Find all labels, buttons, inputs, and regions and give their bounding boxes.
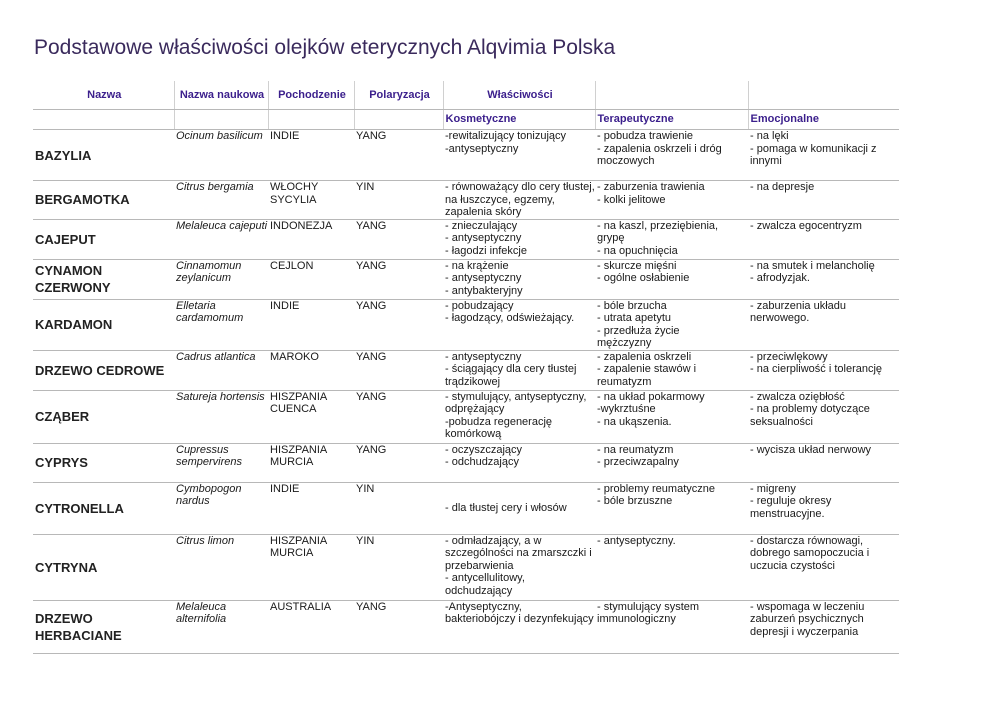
cosmetic-properties: - na krążenie - antyseptyczny - antybakteryjny: [443, 259, 595, 299]
subheader-empty-3: [268, 110, 354, 130]
table-row: [33, 219, 899, 259]
scientific-name: Citrus limon: [174, 534, 268, 600]
scientific-name: Ocinum basilicum: [174, 130, 268, 181]
origin: INDIE: [268, 299, 354, 350]
cosmetic-properties: - pobudzający - łagodzący, odświeżający.: [443, 299, 595, 350]
page-title: Podstawowe właściwości olejków eterycznych Alqvimia Polska: [34, 36, 616, 59]
emotional-properties: - zaburzenia układu nerwowego.: [748, 299, 899, 350]
oil-name: DRZEWO HERBACIANE: [33, 600, 174, 653]
header-polaryzacja: Polaryzacja: [354, 81, 443, 110]
oil-name: KARDAMON: [33, 299, 174, 350]
table-row: [33, 350, 899, 390]
table-row: [33, 600, 899, 653]
header-kosmetyczne: Kosmetyczne: [443, 110, 595, 130]
polarization: YIN: [354, 482, 443, 534]
oil-name: CAJEPUT: [33, 219, 174, 259]
scientific-name: Cinnamomun zeylanicum: [174, 259, 268, 299]
scientific-name: Satureja hortensis: [174, 390, 268, 443]
emotional-properties: - przeciwlękowy - na cierpliwość i tolerancję: [748, 350, 899, 390]
origin: INDIE: [268, 482, 354, 534]
subheader-empty-1: [33, 110, 174, 130]
origin: HISZPANIA MURCIA: [268, 443, 354, 482]
scientific-name: Melaleuca cajeputi: [174, 219, 268, 259]
table-row: [33, 443, 899, 482]
scientific-name: Cadrus atlantica: [174, 350, 268, 390]
oils-table: [33, 81, 899, 654]
cosmetic-properties: - znieczulający - antyseptyczny - łagodzi infekcje: [443, 219, 595, 259]
therapeutic-properties: - zapalenia oskrzeli - zapalenie stawów i reumatyzm: [595, 350, 748, 390]
header-empty-2: [748, 81, 899, 110]
therapeutic-properties: - stymulujący system immunologiczny: [595, 600, 748, 653]
therapeutic-properties: - problemy reumatyczne - bóle brzuszne: [595, 482, 748, 534]
polarization: YANG: [354, 600, 443, 653]
header-emocjonalne: Emocjonalne: [748, 110, 899, 130]
header-nazwa-naukowa: Nazwa naukowa: [174, 81, 268, 110]
origin: HISZPANIA CUENCA: [268, 390, 354, 443]
polarization: YANG: [354, 350, 443, 390]
emotional-properties: - wycisza układ nerwowy: [748, 443, 899, 482]
therapeutic-properties: - na reumatyzm - przeciwzapalny: [595, 443, 748, 482]
scientific-name: Elletaria cardamomum: [174, 299, 268, 350]
subheader-empty-4: [354, 110, 443, 130]
table-row: [33, 299, 899, 350]
emotional-properties: - na lęki - pomaga w komunikacji z innymi: [748, 130, 899, 181]
header-empty-1: [595, 81, 748, 110]
table-row: [33, 259, 899, 299]
header-wlasciwosci: Właściwości: [443, 81, 595, 110]
emotional-properties: - dostarcza równowagi, dobrego samopoczucia i uczucia czystości: [748, 534, 899, 600]
emotional-properties: - wspomaga w leczeniu zaburzeń psychicznych depresji i wyczerpania: [748, 600, 899, 653]
polarization: YANG: [354, 130, 443, 181]
cosmetic-properties: -rewitalizujący tonizujący -antyseptyczny: [443, 130, 595, 181]
emotional-properties: - na depresje: [748, 181, 899, 220]
scientific-name: Cymbopogon nardus: [174, 482, 268, 534]
cosmetic-properties: - odmładzający, a w szczególności na zmarszczki i przebarwienia - antycellulitowy, odchudzający: [443, 534, 595, 600]
table-row: [33, 181, 899, 220]
header-nazwa: Nazwa: [33, 81, 174, 110]
header-terapeutyczne: Terapeutyczne: [595, 110, 748, 130]
table-row: [33, 482, 899, 534]
emotional-properties: - zwalcza oziębłość - na problemy dotyczące seksualności: [748, 390, 899, 443]
origin: AUSTRALIA: [268, 600, 354, 653]
polarization: YANG: [354, 443, 443, 482]
therapeutic-properties: - na układ pokarmowy -wykrztuśne - na ukąszenia.: [595, 390, 748, 443]
table-row: [33, 130, 899, 181]
scientific-name: Cupressus sempervirens: [174, 443, 268, 482]
therapeutic-properties: - skurcze mięśni - ogólne osłabienie: [595, 259, 748, 299]
table-row: [33, 534, 899, 600]
therapeutic-properties: - pobudza trawienie - zapalenia oskrzeli i dróg moczowych: [595, 130, 748, 181]
oil-name: CYTRONELLA: [33, 482, 174, 534]
emotional-properties: - na smutek i melancholię - afrodyzjak.: [748, 259, 899, 299]
table-row: [33, 390, 899, 443]
origin: INDONEZJA: [268, 219, 354, 259]
polarization: YANG: [354, 299, 443, 350]
origin: WŁOCHY SYCYLIA: [268, 181, 354, 220]
oil-name: CYTRYNA: [33, 534, 174, 600]
origin: HISZPANIA MURCIA: [268, 534, 354, 600]
polarization: YANG: [354, 390, 443, 443]
emotional-properties: - zwalcza egocentryzm: [748, 219, 899, 259]
scientific-name: Melaleuca alternifolia: [174, 600, 268, 653]
origin: CEJLON: [268, 259, 354, 299]
cosmetic-properties: -Antyseptyczny, bakteriobójczy i dezynfekujący: [443, 600, 595, 653]
origin: MAROKO: [268, 350, 354, 390]
scientific-name: Citrus bergamia: [174, 181, 268, 220]
cosmetic-properties: - stymulujący, antyseptyczny, odprężający -pobudza regenerację komórkową: [443, 390, 595, 443]
cosmetic-properties: - dla tłustej cery i włosów: [443, 482, 595, 534]
polarization: YIN: [354, 534, 443, 600]
therapeutic-properties: - bóle brzucha - utrata apetytu - przedłuża życie mężczyzny: [595, 299, 748, 350]
polarization: YANG: [354, 259, 443, 299]
therapeutic-properties: - zaburzenia trawienia - kolki jelitowe: [595, 181, 748, 220]
origin: INDIE: [268, 130, 354, 181]
therapeutic-properties: - antyseptyczny.: [595, 534, 748, 600]
header-pochodzenie: Pochodzenie: [268, 81, 354, 110]
emotional-properties: - migreny - reguluje okresy menstruacyjne.: [748, 482, 899, 534]
cosmetic-properties: - oczyszczający - odchudzający: [443, 443, 595, 482]
cosmetic-properties: - równoważący dlo cery tłustej, na łuszczyce, egzemy, zapalenia skóry: [445, 181, 595, 218]
oil-name: DRZEWO CEDROWE: [33, 350, 174, 390]
oil-name: CYPRYS: [33, 443, 174, 482]
oil-name: CZĄBER: [33, 390, 174, 443]
polarization: YANG: [354, 219, 443, 259]
oil-name: BERGAMOTKA: [33, 181, 174, 220]
oil-name: BAZYLIA: [33, 130, 174, 181]
cosmetic-properties: - antyseptyczny - ściągający dla cery tłustej trądzikowej: [443, 350, 595, 390]
subheader-empty-2: [174, 110, 268, 130]
polarization: YIN: [354, 181, 443, 220]
therapeutic-properties: - na kaszl, przeziębienia, grypę - na opuchnięcia: [595, 219, 748, 259]
oil-name: CYNAMON CZERWONY: [33, 259, 174, 299]
